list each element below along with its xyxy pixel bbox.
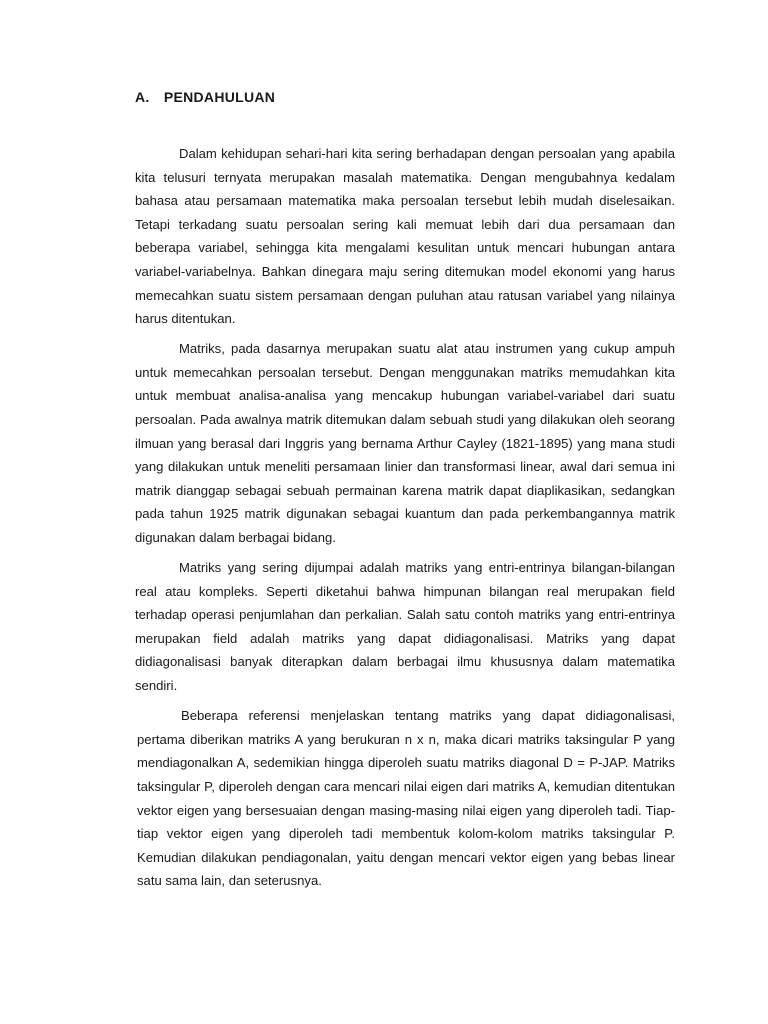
paragraph-4: Beberapa referensi menjelaskan tentang matriks yang dapat didiagonalisasi, pertama diberikan matriks A yang berukuran n x n, maka dicari matriks taksingular P yang mendiagonalkan A, sedemikian hingga diperoleh suatu matriks diagonal D = P-JAP. Matriks taksingular P, diperoleh dengan cara mencari nilai eigen dari matriks A, kemudian ditentukan vektor eigen yang bersesuaian dengan masing-masing nilai eigen yang diperoleh tadi. Tiap-tiap vektor eigen yang diperoleh tadi membentuk kolom-kolom matriks taksingular P. Kemudian dilakukan pendiagonalan, yaitu dengan mencari vektor eigen yang bebas linear satu sama lain, dan seterusnya. xyxy=(137,708,675,889)
section-number: A. xyxy=(135,89,150,105)
paragraph-1: Dalam kehidupan sehari-hari kita sering berhadapan dengan persoalan yang apabila kita telusuri ternyata merupakan masalah matematika. Dengan mengubahnya kedalam bahasa atau persamaan matematika maka persoalan tersebut lebih mudah diselesaikan. Tetapi terkadang suatu persoalan sering kali memuat lebih dari dua persamaan dan beberapa variabel, sehingga kita mengalami kesulitan untuk mencari hubungan antara variabel-variabelnya. Bahkan dinegara maju sering ditemukan model ekonomi yang harus memecahkan suatu sistem persamaan dengan puluhan atau ratusan variabel yang nilainya harus ditentukan. xyxy=(135,146,675,327)
section-heading xyxy=(135,88,672,106)
section-title: PENDAHULUAN xyxy=(163,89,276,105)
paragraph-2: Matriks, pada dasarnya merupakan suatu alat atau instrumen yang cukup ampuh untuk memecahkan persoalan tersebut. Dengan menggunakan matriks memudahkan kita untuk membuat analisa-analisa yang mencakup hubungan variabel-variabel dari suatu persoalan. Pada awalnya matrik ditemukan dalam sebuah studi yang dilakukan oleh seorang ilmuan yang berasal dari Inggris yang bernama Arthur Cayley (1821-1895) yang mana studi yang dilakukan untuk meneliti persamaan linier dan transformasi linear, awal dari semua ini matrik dianggap sebagai sebuah permainan karena matrik dapat diaplikasikan, sedangkan pada tahun 1925 matrik digunakan sebagai kuantum dan pada perkembangannya matrik digunakan dalam berbagai bidang. xyxy=(135,341,675,545)
paragraph-3: Matriks yang sering dijumpai adalah matriks yang entri-entrinya bilangan-bilangan real atau kompleks. Seperti diketahui bahwa himpunan bilangan real merupakan field terhadap operasi penjumlahan dan perkalian. Salah satu contoh matriks yang entri-entrinya merupakan field adalah matriks yang dapat didiagonalisasi. Matriks yang dapat didiagonalisasi banyak diterapkan dalam berbagai ilmu khususnya dalam matematika sendiri. xyxy=(135,560,675,694)
